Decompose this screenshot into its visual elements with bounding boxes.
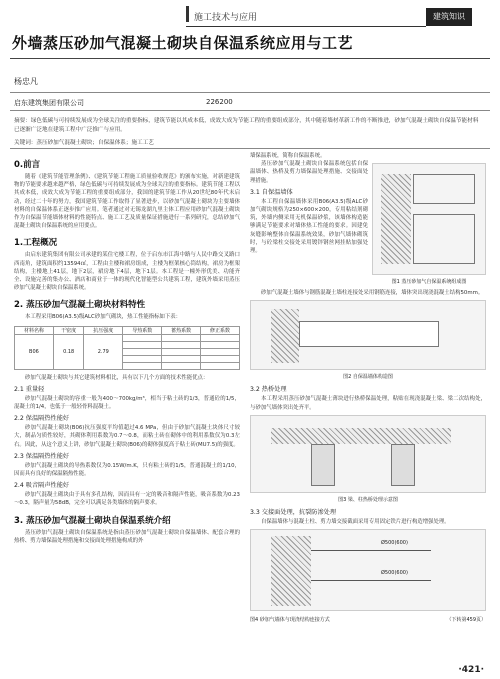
author: 杨忠凡 [14,77,38,86]
column-section [413,174,475,204]
abstract-rule [10,148,490,149]
column-badge: 建筑知识 [426,8,472,26]
subheading: 3.1 自保温墙体 [250,188,293,196]
figure-caption: 图4 砂加气墙体与现浇结构连接方式 [250,617,330,624]
right-column [250,152,486,627]
org-rule [10,110,490,111]
block-section [299,321,439,347]
heading-project: 1.工程概况 [14,238,58,249]
header-bar [186,6,189,22]
paragraph: 砂加气混凝土砌块与其它建筑材料相比，具有以下几个方面的技术性能优点： [25,374,209,381]
paragraph: 自保温墙体与混凝土柱、剪力墙交接截面采用专用固定铁片进行构造增强处理。 [261,518,450,525]
paragraph: 本工程采用蒸压砂加气混凝土薄块进行热桥保温处理，粘贴在现浇混凝土梁、梁二次结构处，与砂加气墙体突出处齐平。 [250,396,486,411]
paragraph: 随着《建筑节能管理条例》、《建筑节能工程施工质量验收规范》的颁布实施，对新建建筑物的节能要求越来越严格，绿色低碳与可持续发展成为全球关注的重要指标。建筑节能工程以其成本低，成效大成为节能工程的重要组成部分，我国的建筑节能工作从20世纪80年代末启动，经过二十年的努力，我国建筑节能工作取得了显著进步，以砂加气混凝土砌块为主要墙体材料的自保温体系正逐步推广应用。笔者通过对无锡龙湖九里主体工程应用砂加气混凝土砌块作为自保温节能墙体材料的性能特点、施工工艺及质量保证措施进行一系列研究，总结砂加气混凝土砌块自保温系统的应用要点。 [14,174,240,230]
column-section [311,444,335,486]
paragraph: 砂加气混凝土砌块的导热系数仅为0.15W/m.K，只有粘土砖的1/5，普通混凝土的1/10，因而具有良好的保温隔热性能。 [14,462,240,478]
table-cell: 0.18 [53,334,83,369]
organization: 启东建筑集团有限公司 [14,99,84,107]
table-header: 材料名称 [15,326,54,334]
figure-1 [372,163,486,275]
left-column [14,152,240,545]
paragraph: 蒸压砂加气混凝土砌块自保温系统包括自保温墙体、热桥及剪力墙保温处理措施、交接面处理措施。 [250,161,368,184]
paragraph: 本工程采用B06(A3.5)级ALC砂加气砌块，热工性能指标如下表： [25,314,182,321]
wall-section [381,174,411,264]
heading-system: 3. 蒸压砂加气混凝土砌块自保温系统介绍 [14,515,171,526]
subheading: 3.3 交接面处理，抗裂防渗处理 [250,508,337,516]
dimension-label: Ø500(600) [381,540,408,547]
paragraph: 由启东建筑集团有限公司承建的某住宅楼工程，位于启东市江海中路与人民中路交叉路口西南角，建筑面积约13594㎡，工程由主楼和裙房组成，主楼为框架核心筒结构，裙房为框架结构，主楼地上41层，地下2层，裙房地下4层，地下1层。本工程是一幢外形优美、功能齐全、设施完善的集办公、酒店和商业于一体的现代化智能型公共建筑工程，建筑外墙采用蒸压砂加气混凝土砌块自保温系统。 [14,252,240,292]
property-table [14,326,240,370]
table-header: 抗压强度 [84,326,123,334]
paragraph: 墙保温系统，简称自保温系统。 [250,153,326,159]
paragraph: 砂加气混凝土砌块由于具有多孔结构，因而具有一定的吸音和隔声性能，吸音系数为0.23～0.3，隔声量为58dB，完全可以满足各类墙体的隔声要求。 [14,492,240,507]
tie-rod [311,550,431,551]
table-header: 蓄热系数 [162,326,201,334]
paragraph: 砂加气混凝土砌块(B06)抗压强度平均值超过4.6 MPa，但由于砂加气混凝土块体尺寸较大，制品匀质性较好，其砌体利用系数为0.7～0.8，而粘土砖在砌体中的利用系数仅为0.3左右。因此，从这个意义上讲，砂加气混凝土砌块(B06)的砌体强度高于粘土砖(MU7.5)的强度。 [14,425,240,448]
table-header: 修正系数 [201,326,240,334]
paragraph: 本工程自保温墙体采用B06(A3.5)级ALC砂加气砌块规格为250×600×200，专用粘结剂砌筑，外墙内侧采用无机保温砂浆，该墙体构造能够满足节能要求对墙体热工性能的要求。因建免灰缝影响整体自保温系统效果，砂加气墙体砌筑时，与砼梁柱交接处采用镀锌钢丝网挂贴加强处理。 [250,198,368,255]
table-header: 干密度 [53,326,83,334]
author-rule [10,92,490,93]
wall-section [271,309,299,363]
beam-section [271,428,451,444]
keywords: 关键词：蒸压砂加气混凝土砌块；自保温体系；施工工艺 [14,140,154,146]
section-tag: 施工技术与应用 [194,13,258,23]
paragraph: 蒸压砂加气混凝土砌块自保温系统是指由蒸压砂加气混凝土砌块自保温墙体、配套合理的热桥、剪力墙保温处理措施和交接面处理措施构成的外 [14,529,240,544]
block-section [413,214,475,264]
wall-section [271,536,311,606]
continued-note: （下转第459页） [446,617,486,624]
postcode: 226200 [206,98,233,106]
page-title: 外墙蒸压砂加气混凝土砌块自保温系统应用与工艺 [12,34,354,52]
column-section [391,444,415,486]
title-rule [10,58,490,59]
subheading: 2.3 保温隔热性能好 [14,452,70,460]
subheading: 2.2 保温隔热性能好 [14,415,70,423]
tie-rod [311,580,431,581]
figure-2 [250,300,486,370]
figure-caption: 图1 蒸压砂加气自保温系统组成图 [391,279,467,286]
table-cell: 2.79 [84,334,123,369]
abstract: 摘要：绿色低碳与可持续发展成为全球关注的重要指标，建筑节能以其成本低，成效大成为节能工程的重要组成部分，其中随着墙材革新工作的不断推进，砂加气混凝土砌块自保温节能材料已逐渐广泛地在建筑工程中广泛推广与应用。 [14,118,479,133]
figure-4 [250,529,486,611]
subheading: 2.1 重量轻 [14,385,45,393]
table-cell: B06 [15,334,54,369]
heading-intro: 0.前言 [14,160,41,170]
figure-3 [250,415,486,493]
heading-material: 2. 蒸压砂加气混凝土砌块材料特性 [14,300,146,311]
figure-caption: 图3 梁、柱热桥处理示意图 [338,496,398,503]
subheading: 3.2 热桥处理 [250,386,287,394]
page-number: ·421· [458,665,484,675]
dimension-label: Ø500(600) [381,570,408,577]
subheading: 2.4 吸音隔声性能好 [14,482,70,490]
paragraph: 砂加气混凝土墙体与钢筋混凝土墙柱连接处采用钢筋连接，墙体突出现浇混凝土结构50mm。 [261,290,484,297]
figure-caption: 图2 自保温墙体构造图 [343,374,393,381]
table-header: 导热系数 [123,326,162,334]
header-rule [186,26,426,27]
paragraph: 砂加气混凝土砌块的容重一般为400～700kg/m³，相当于粘土砖的1/3，普通砼的1/5，混凝土的1/4，也低于一般轻骨料混凝土。 [14,395,240,411]
